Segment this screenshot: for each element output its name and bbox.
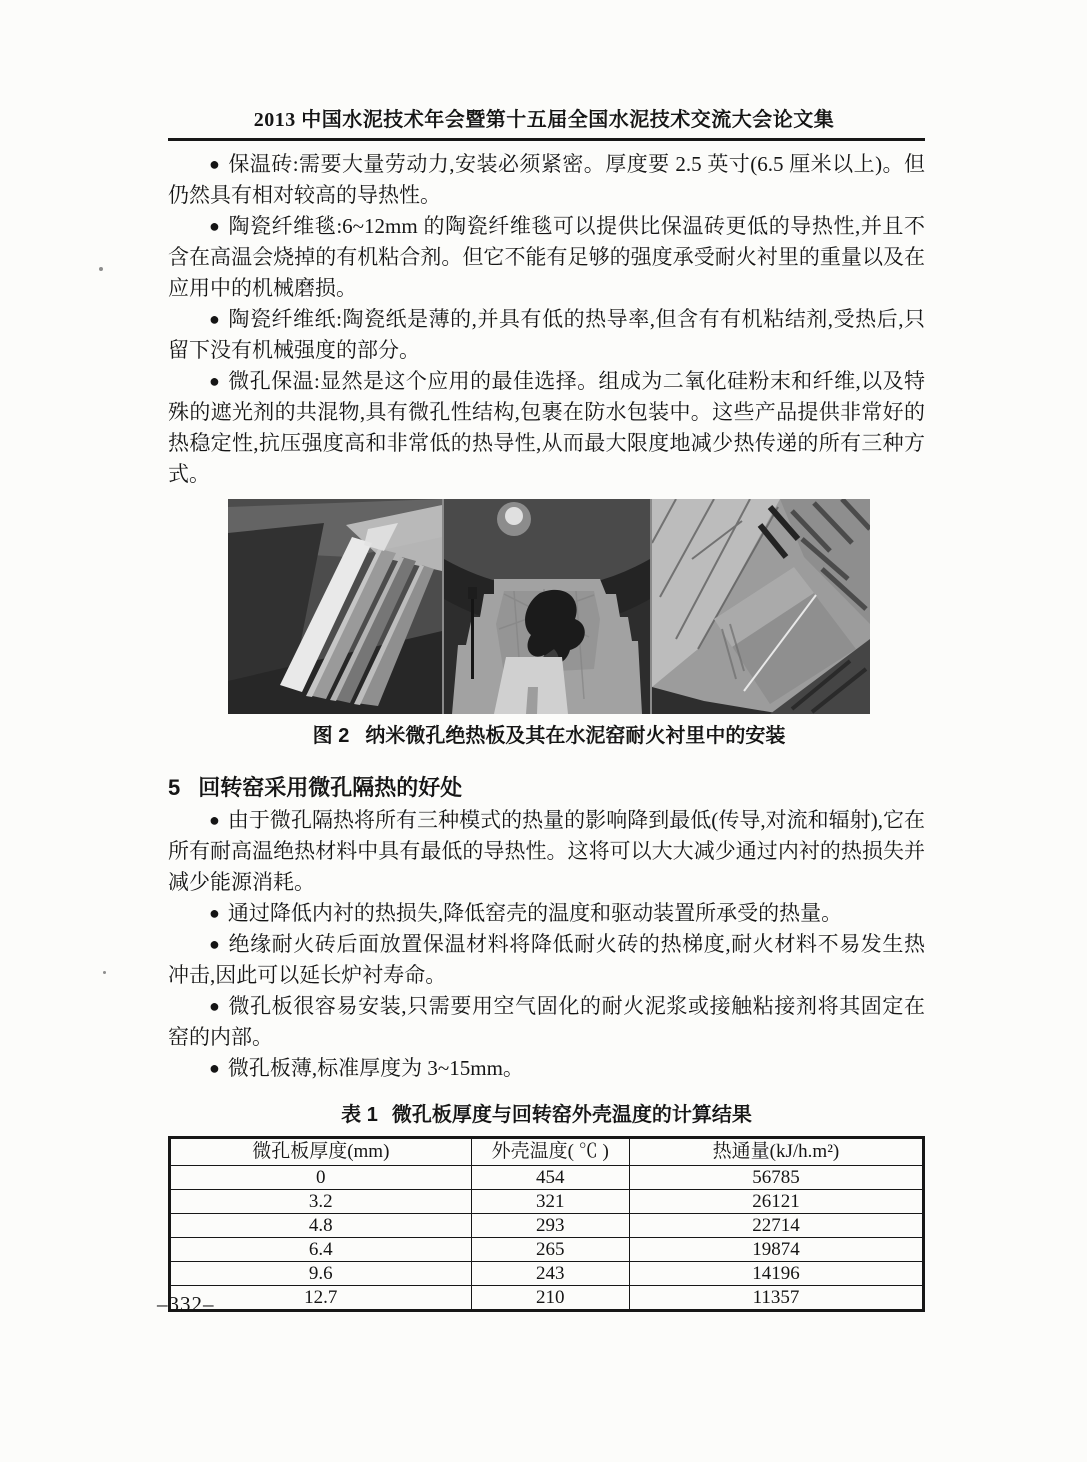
- table-cell: 11357: [629, 1286, 923, 1311]
- bullet-icon: ●: [209, 810, 220, 830]
- results-table: [168, 1136, 925, 1312]
- table-cell: 14196: [629, 1262, 923, 1286]
- figure-photo-strip: [228, 499, 870, 714]
- paragraph-text: 微孔板很容易安装,只需要用空气固化的耐火泥浆或接触粘接剂将其固定在窑的内部。: [168, 994, 925, 1049]
- brick-lining-illustration: [652, 499, 870, 714]
- table-cell: 56785: [629, 1166, 923, 1190]
- figure-2: [228, 499, 870, 750]
- kiln-interior-lining-photo: [444, 499, 650, 714]
- kiln-interior-illustration: [444, 499, 650, 714]
- bullet-icon: ●: [209, 216, 220, 236]
- table-header-cell: 外壳温度( ℃ ): [471, 1138, 629, 1166]
- bullet-icon: ●: [209, 309, 220, 329]
- figure-caption: [228, 722, 870, 750]
- section-title: 回转窑采用微孔隔热的好处: [198, 775, 463, 800]
- table-row: [170, 1262, 924, 1286]
- table-title-text: 微孔板厚度与回转窑外壳温度的计算结果: [391, 1104, 752, 1126]
- paragraph-text: 通过降低内衬的热损失,降低窑壳的温度和驱动装置所承受的热量。: [227, 901, 843, 925]
- table-cell: 3.2: [170, 1190, 472, 1214]
- bullet-paragraph: [168, 991, 925, 1053]
- table-header-cell: 热通量(kJ/h.m²): [629, 1138, 923, 1166]
- bullet-paragraph: [168, 149, 925, 211]
- table-label: 表 1: [341, 1104, 378, 1126]
- bullet-paragraph: [168, 304, 925, 366]
- insulation-boards-illustration: [228, 499, 442, 714]
- paragraph-text: 陶瓷纤维纸:陶瓷纸是薄的,并具有低的热导率,但含有有机粘结剂,受热后,只留下没有机械强度的部分。: [168, 307, 925, 362]
- table-cell: 4.8: [170, 1214, 472, 1238]
- bullet-icon: ●: [209, 371, 220, 391]
- paragraph-text: 陶瓷纤维毯:6~12mm 的陶瓷纤维毯可以提供比保温砖更低的导热性,并且不含在高温会烧掉的有机粘合剂。但它不能有足够的强度承受耐火衬里的重量以及在应用中的机械磨损。: [168, 214, 925, 300]
- insulation-boards-photo: [228, 499, 442, 714]
- body-content: [168, 149, 925, 1312]
- bullet-icon: ●: [209, 903, 220, 923]
- brick-lining-installation-photo: [652, 499, 870, 714]
- section-heading: [168, 773, 925, 803]
- bullet-paragraph: [168, 805, 925, 898]
- table-cell: 9.6: [170, 1262, 472, 1286]
- bullet-paragraph: [168, 929, 925, 991]
- table-cell: 321: [471, 1190, 629, 1214]
- table-row: [170, 1214, 924, 1238]
- table-row: [170, 1286, 924, 1311]
- table-cell: 243: [471, 1262, 629, 1286]
- scan-speck: [99, 267, 103, 271]
- paragraph-text: 微孔板薄,标准厚度为 3~15mm。: [227, 1056, 524, 1080]
- paragraph-text: 微孔保温:显然是这个应用的最佳选择。组成为二氧化硅粉末和纤维,以及特殊的遮光剂的共混物,具有微孔性结构,包裹在防水包装中。这些产品提供非常好的热稳定性,抗压强度高和非常低的热导性,从而最大限度地减少热传递的所有三种方式。: [168, 369, 925, 486]
- paragraph-text: 由于微孔隔热将所有三种模式的热量的影响降到最低(传导,对流和辐射),它在所有耐高温绝热材料中具有最低的导热性。这将可以大大减少通过内衬的热损失并减少能源消耗。: [168, 808, 925, 894]
- bullet-paragraph: [168, 366, 925, 490]
- section-number: 5: [168, 775, 181, 800]
- bullet-paragraph: [168, 211, 925, 304]
- table-header-row: [170, 1138, 924, 1166]
- scan-speck: [103, 971, 106, 974]
- figure-label: 图 2: [312, 725, 350, 747]
- table-cell: 22714: [629, 1214, 923, 1238]
- paragraph-text: 绝缘耐火砖后面放置保温材料将降低耐火砖的热梯度,耐火材料不易发生热冲击,因此可以延长炉衬寿命。: [168, 932, 925, 987]
- table-cell: 6.4: [170, 1238, 472, 1262]
- bullet-icon: ●: [209, 996, 220, 1016]
- bullet-icon: ●: [209, 1058, 220, 1078]
- table-cell: 0: [170, 1166, 472, 1190]
- table-cell: 210: [471, 1286, 629, 1311]
- bullet-paragraph: [168, 1053, 925, 1084]
- proceedings-header: 2013 中国水泥技术年会暨第十五届全国水泥技术交流大会论文集: [253, 109, 835, 131]
- table-cell: 293: [471, 1214, 629, 1238]
- table-cell: 26121: [629, 1190, 923, 1214]
- page-number: –332–: [157, 1292, 215, 1316]
- bullet-paragraph: [168, 898, 925, 929]
- table-cell: 12.7: [170, 1286, 472, 1311]
- header-rule: [168, 138, 925, 141]
- bullet-icon: ●: [209, 934, 220, 954]
- table-cell: 19874: [629, 1238, 923, 1262]
- table-cell: 265: [471, 1238, 629, 1262]
- bullet-icon: ●: [209, 154, 220, 174]
- table-title: [168, 1101, 925, 1129]
- table-cell: 454: [471, 1166, 629, 1190]
- table-row: [170, 1238, 924, 1262]
- paragraph-text: 保温砖:需要大量劳动力,安装必须紧密。厚度要 2.5 英寸(6.5 厘米以上)。但仍然具有相对较高的导热性。: [168, 152, 925, 207]
- figure-caption-text: 纳米微孔绝热板及其在水泥窑耐火衬里中的安装: [365, 725, 786, 747]
- table-header-cell: 微孔板厚度(mm): [170, 1138, 472, 1166]
- table-row: [170, 1190, 924, 1214]
- table-row: [170, 1166, 924, 1190]
